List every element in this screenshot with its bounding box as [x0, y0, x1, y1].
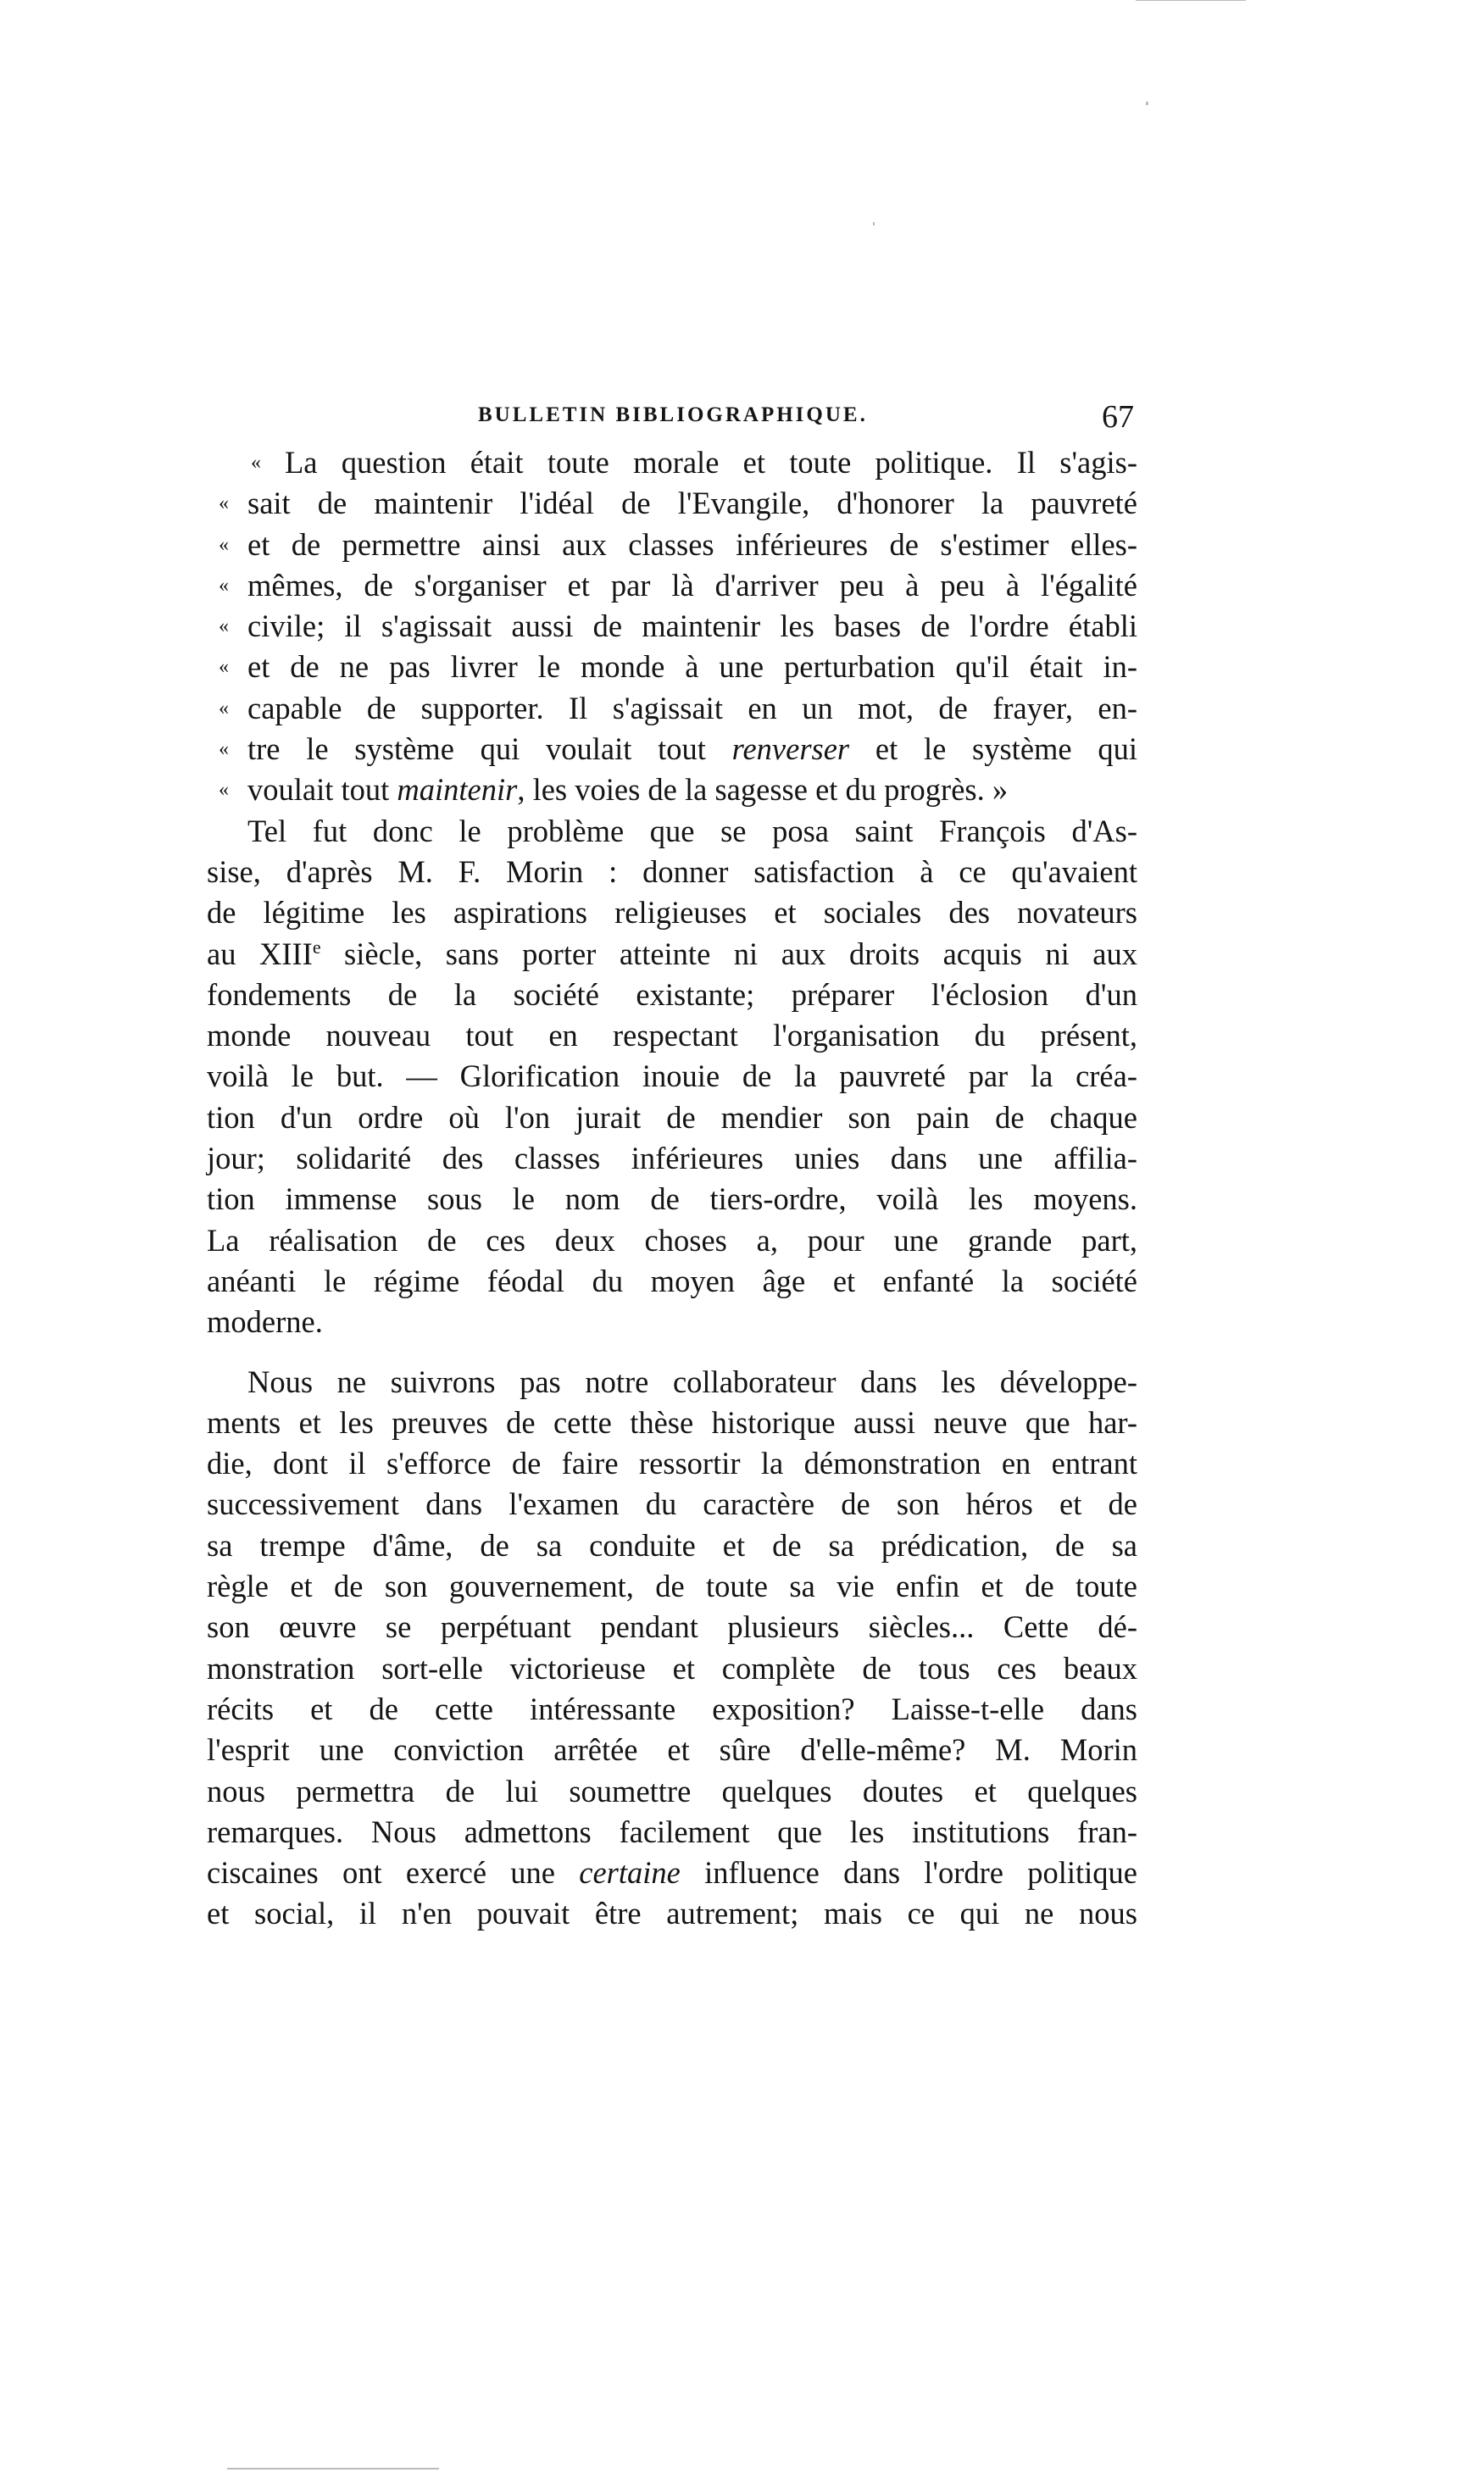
paragraph-text: siècle, sans porter atteinte ni aux droits acquis ni aux — [320, 936, 1137, 971]
paragraph-line: successivement dans l'examen du caractère de son héros et de — [207, 1486, 1137, 1522]
scan-speck — [1136, 0, 1246, 1]
quote-text: mêmes, de s'organiser et par là d'arriver peu à peu à l'égalité — [247, 567, 1137, 603]
quote-line — [207, 729, 1137, 770]
paragraph-text: influence dans l'ordre politique — [680, 1855, 1138, 1891]
quote-mark: « — [219, 615, 229, 638]
paragraph-line: monde nouveau tout en respectant l'organisation du présent, — [207, 1018, 1137, 1053]
quote-text: tre le système qui voulait tout — [247, 731, 732, 767]
paragraph-line: et social, il n'en pouvait être autrement; mais ce qui ne nous — [207, 1896, 1137, 1931]
paragraph-line: tion immense sous le nom de tiers-ordre, voilà les moyens. — [207, 1181, 1137, 1217]
paragraph-line: fondements de la société existante; préparer l'éclosion d'un — [207, 976, 1137, 1012]
paragraph-line: son œuvre se perpétuant pendant plusieurs siècles... Cette dé- — [207, 1609, 1137, 1645]
quote-mark: « — [219, 779, 229, 802]
paragraph-line: remarques. Nous admettons facilement que les institutions fran- — [207, 1814, 1137, 1849]
paragraph-line: voilà le but. — Glorification inouie de la pauvreté par la créa- — [207, 1058, 1137, 1094]
scan-speck — [1146, 102, 1148, 105]
scan-speck — [227, 2468, 439, 2470]
paragraph-line: nous permettra de lui soumettre quelques doutes et quelques — [207, 1773, 1137, 1808]
quote-line — [207, 442, 1137, 483]
quote-line — [207, 525, 1137, 565]
paragraph-text: ciscaines ont exercé une — [207, 1855, 580, 1891]
scan-speck — [873, 222, 875, 225]
page-number: 67 — [1102, 399, 1134, 435]
paragraph-line: monstration sort-elle victorieuse et complète de tous ces beaux — [207, 1650, 1137, 1686]
paragraph-line: ments et les preuves de cette thèse historique aussi neuve que har- — [207, 1404, 1137, 1440]
quote-line — [207, 606, 1137, 647]
paragraph-text: au XIII — [207, 936, 313, 971]
paragraph-gap — [207, 1343, 1137, 1362]
italic-word: renverser — [731, 731, 850, 767]
paragraph-line: sa trempe d'âme, de sa conduite et de sa prédication, de sa — [207, 1527, 1137, 1563]
paragraph-line: Nous ne suivrons pas notre collaborateur dans les développe- — [247, 1364, 1137, 1399]
paragraph-line: anéanti le régime féodal du moyen âge et enfanté la société — [207, 1263, 1137, 1298]
quote-mark: « — [251, 452, 261, 474]
paragraph-line: règle et de son gouvernement, de toute sa vie enfin et de toute — [207, 1569, 1137, 1604]
paragraph-line: tion d'un ordre où l'on jurait de mendier son pain de chaque — [207, 1099, 1137, 1135]
page-header — [207, 398, 1137, 449]
quote-text: civile; il s'agissait aussi de maintenir les bases de l'ordre établi — [247, 608, 1137, 644]
paragraph-line: récits et de cette intéressante exposition? Laisse-t-elle dans — [207, 1691, 1137, 1726]
paragraph-line: l'esprit une conviction arrêtée et sûre d'elle-même? M. Morin — [207, 1732, 1137, 1768]
paragraph-line: de légitime les aspirations religieuses et sociales des novateurs — [207, 895, 1137, 931]
paragraph-line: jour; solidarité des classes inférieures unies dans une affilia- — [207, 1141, 1137, 1176]
quote-mark: « — [219, 492, 229, 515]
quote-line — [207, 770, 1137, 810]
body-text — [207, 442, 1137, 1935]
quote-line — [207, 565, 1137, 606]
paragraph-line — [207, 1853, 1137, 1893]
paragraph-line: die, dont il s'efforce de faire ressortir la démonstration en entrant — [207, 1446, 1137, 1481]
paragraph-line: sise, d'après M. F. Morin : donner satisfaction à ce qu'avaient — [207, 853, 1137, 889]
italic-word: certaine — [579, 1855, 681, 1891]
quote-line — [207, 688, 1137, 729]
quote-text: et de permettre ainsi aux classes inférieures de s'estimer elles- — [247, 526, 1137, 562]
paragraph-line: moderne. — [207, 1304, 323, 1340]
italic-word: maintenir — [397, 772, 518, 808]
paragraph-line: Tel fut donc le problème que se posa saint François d'As- — [247, 813, 1137, 848]
quote-text: , les voies de la sagesse et du progrès. » — [517, 772, 1009, 808]
superscript: e — [312, 936, 321, 958]
quote-mark: « — [219, 533, 229, 556]
quote-text: et de ne pas livrer le monde à une perturbation qu'il était in- — [247, 649, 1137, 685]
quote-mark: « — [219, 656, 229, 679]
running-head: BULLETIN BIBLIOGRAPHIQUE. — [478, 403, 868, 426]
quote-mark: « — [219, 738, 229, 761]
quote-text: voulait tout — [247, 772, 397, 808]
quote-text: et le système qui — [849, 731, 1137, 767]
quote-text: La question était toute morale et toute politique. Il s'agis- — [285, 445, 1137, 480]
quote-mark: « — [219, 574, 229, 597]
quote-line — [207, 483, 1137, 524]
quote-text: capable de supporter. Il s'agissait en un mot, de frayer, en- — [247, 690, 1137, 725]
quote-text: sait de maintenir l'idéal de l'Evangile, d'honorer la pauvreté — [247, 486, 1137, 521]
paragraph-line: La réalisation de ces deux choses a, pour une grande part, — [207, 1222, 1137, 1258]
quote-line — [207, 647, 1137, 687]
paragraph-line — [207, 934, 1137, 975]
quote-mark: « — [219, 697, 229, 720]
